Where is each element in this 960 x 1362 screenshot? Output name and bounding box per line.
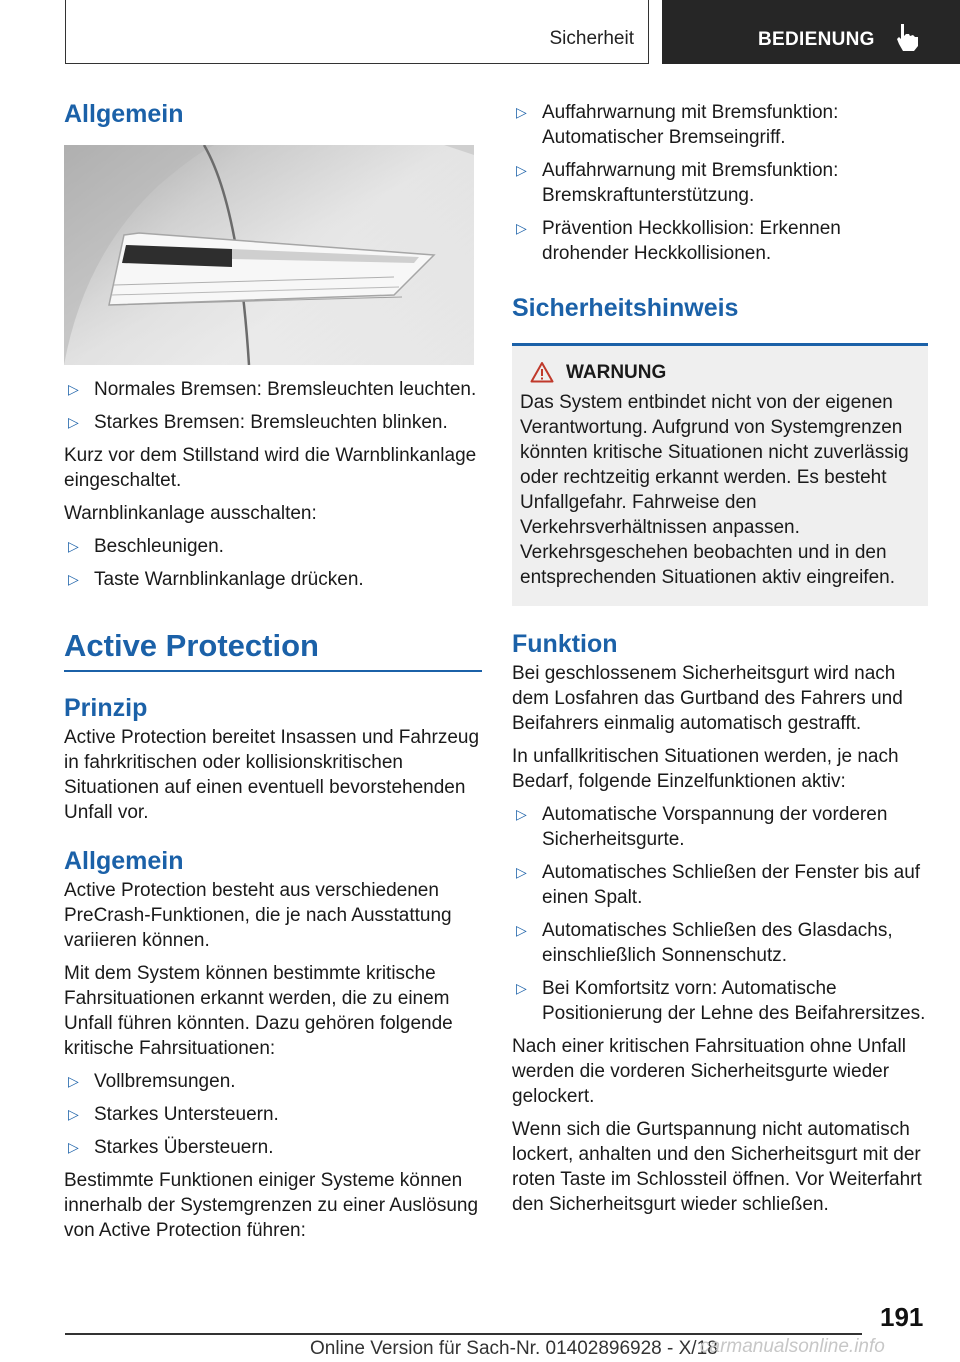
- list-item: ▷ Normales Bremsen: Bremsleuchten leuchten.: [68, 379, 477, 400]
- triangle-bullet-icon: ▷: [516, 980, 527, 996]
- triangle-bullet-icon: ▷: [68, 1138, 79, 1155]
- paragraph: Kurz vor dem Stillstand wird die Warnblinkanlage eingeschaltet.: [64, 445, 477, 491]
- list-item: ▷ Starkes Übersteuern.: [68, 1136, 274, 1158]
- heading-active-protection: Active Protection: [64, 628, 319, 663]
- triangle-bullet-icon: ▷: [516, 806, 527, 822]
- paragraph: Mit dem System können bestimmte kritische Fahrsituationen erkannt werden, die zu einem Unfall führen könnten. Dazu gehören folgende kritische Fahrsituationen:: [64, 962, 453, 1059]
- heading-rule: [64, 670, 482, 672]
- warning-text: Das System entbindet nicht von der eigenen Verantwortung. Aufgrund von Systemgrenzen könnten kritische Situationen nicht zuverlässig oder rechtzeitig erkannt werden. Es besteht Unfallgefahr. Fahrweise den Verkehrsverhältnissen anpassen. Verkehrsgeschehen beobachten und in den entsprechenden Situationen aktiv eingreifen.: [520, 392, 909, 588]
- triangle-bullet-icon: ▷: [68, 538, 79, 554]
- header-section-title: Sicherheit: [549, 28, 634, 49]
- paragraph: Active Protection besteht aus verschiedenen PreCrash-Funktionen, die je nach Ausstattung variieren können.: [64, 879, 452, 951]
- header-chapter-box: [662, 0, 960, 64]
- warning-triangle-icon: [530, 361, 554, 383]
- paragraph: Active Protection bereitet Insassen und Fahrzeug in fahrkritischen oder kollisionskritischen Situationen auf einen eventuell bevorstehenden Unfall vor.: [64, 726, 480, 823]
- paragraph: Wenn sich die Gurtspannung nicht automatisch lockert, anhalten und den Sicherheitsgurt mit der roten Taste im Schlossteil öffnen. Vor Weiterfahrt den Sicherheitsgurt wieder schließen.: [512, 1119, 922, 1215]
- tail-light-image: [64, 145, 474, 365]
- watermark: carmanualsonline.info: [700, 1336, 885, 1357]
- warning-title: WARNUNG: [566, 362, 667, 383]
- header-section-box: [65, 0, 649, 64]
- heading-allgemein: Allgemein: [64, 100, 184, 128]
- list-item: ▷ Vollbremsungen.: [68, 1070, 236, 1092]
- triangle-bullet-icon: ▷: [516, 864, 527, 880]
- paragraph: Bei geschlossenem Sicherheitsgurt wird nach dem Losfahren das Gurtband des Fahrers und Beifahrers einmalig automatisch gestrafft.: [512, 663, 903, 734]
- warning-header: [520, 360, 920, 386]
- paragraph: In unfallkritischen Situationen werden, je nach Bedarf, folgende Einzelfunktionen aktiv:: [512, 746, 899, 792]
- triangle-bullet-icon: ▷: [68, 1105, 79, 1122]
- warning-box: [512, 346, 928, 606]
- list-item: ▷ Automatische Vorspannung der vorderen Sicherheitsgurte.: [516, 804, 888, 850]
- brake-bullets: [64, 377, 482, 435]
- paragraph: Bestimmte Funktionen einiger Systeme können innerhalb der Systemgrenzen zu einer Auslösung von Active Protection führen:: [64, 1169, 479, 1241]
- list-item: ▷ Beschleunigen.: [68, 536, 224, 557]
- list-item: ▷ Starkes Bremsen: Bremsleuchten blinken.: [68, 412, 448, 433]
- paragraph: Warnblinkanlage ausschalten:: [64, 503, 317, 524]
- list-item: ▷ Auffahrwarnung mit Bremsfunktion: Bremskraftunterstützung.: [516, 160, 839, 206]
- heading-allgemein-2: Allgemein: [64, 846, 184, 875]
- list-item: ▷ Automatisches Schließen der Fenster bis auf einen Spalt.: [516, 862, 921, 908]
- triangle-bullet-icon: ▷: [516, 162, 527, 178]
- paragraph: Nach einer kritischen Fahrsituation ohne Unfall werden die vorderen Sicherheitsgurte wieder gelockert.: [512, 1036, 906, 1107]
- heading-funktion: Funktion: [512, 630, 618, 658]
- list-item: ▷ Starkes Untersteuern.: [68, 1103, 279, 1125]
- triangle-bullet-icon: ▷: [516, 922, 527, 938]
- triangle-bullet-icon: ▷: [516, 104, 527, 120]
- footer-text: Online Version für Sach-Nr. 01402896928 - X/18: [310, 1338, 718, 1359]
- heading-prinzip: Prinzip: [64, 693, 148, 722]
- triangle-bullet-icon: ▷: [68, 571, 79, 587]
- left-column: [64, 100, 482, 1243]
- triangle-bullet-icon: ▷: [68, 381, 79, 397]
- list-item: ▷ Taste Warnblinkanlage drücken.: [68, 569, 364, 590]
- triangle-bullet-icon: ▷: [68, 414, 79, 430]
- triangle-bullet-icon: ▷: [516, 220, 527, 236]
- footer-rule: [65, 1333, 862, 1335]
- list-item: ▷ Bei Komfortsitz vorn: Automatische Positionierung der Lehne des Beifahrersitzes.: [516, 978, 926, 1024]
- header-chapter-title: BEDIENUNG: [758, 29, 875, 50]
- list-item: ▷ Auffahrwarnung mit Bremsfunktion: Automatischer Bremseingriff.: [516, 102, 839, 148]
- list-item: ▷ Prävention Heckkollision: Erkennen drohender Heckkollisionen.: [516, 218, 841, 264]
- pointing-hand-icon: [894, 22, 920, 52]
- list-item: ▷ Automatisches Schließen des Glasdachs, einschließlich Sonnenschutz.: [516, 920, 893, 966]
- right-column: [512, 100, 928, 1217]
- heading-sicherheitshinweis: Sicherheitshinweis: [512, 294, 739, 322]
- triangle-bullet-icon: ▷: [68, 1072, 79, 1089]
- page-number: 191: [880, 1302, 924, 1332]
